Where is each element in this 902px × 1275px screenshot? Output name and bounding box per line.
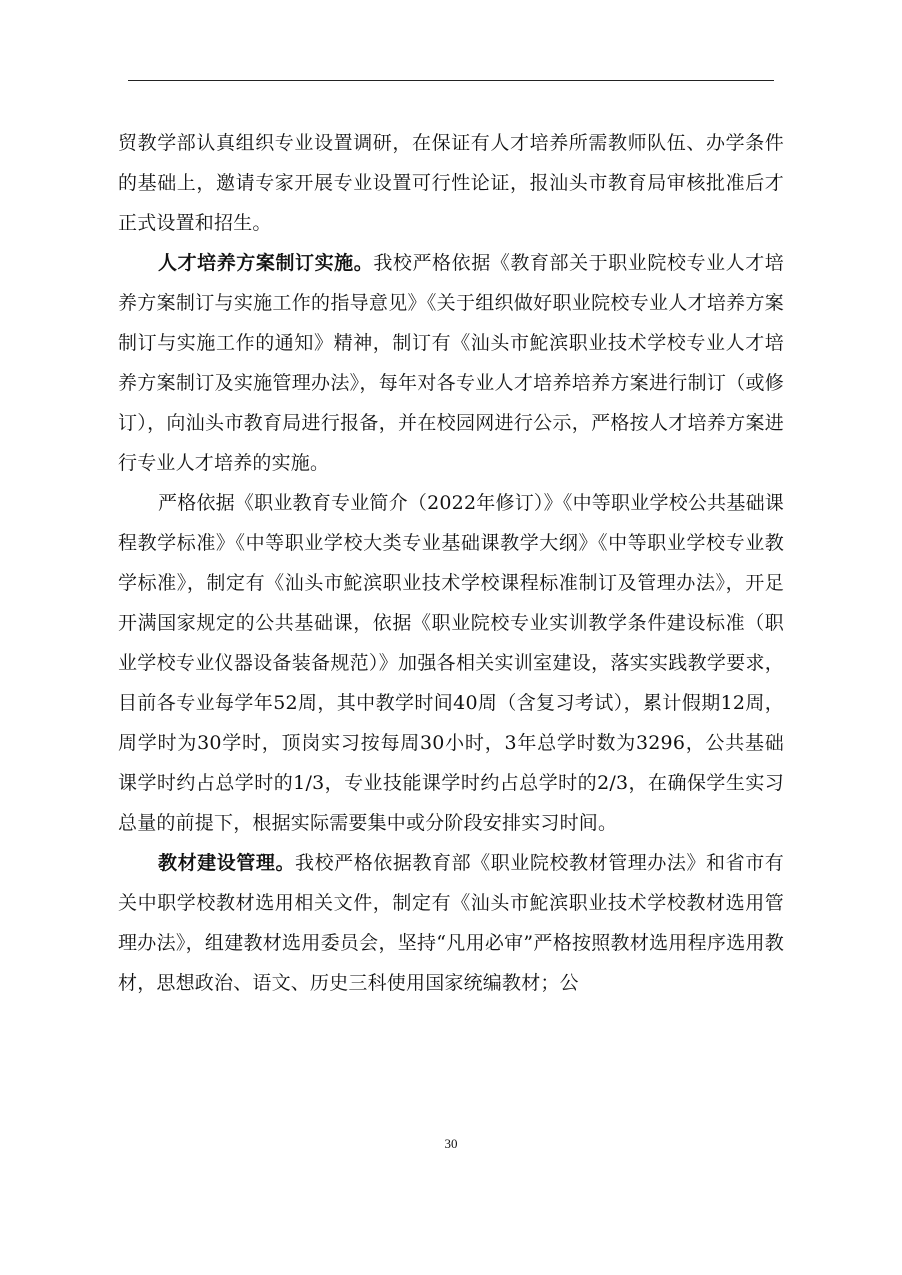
page-number: 30 [444, 1136, 458, 1151]
paragraph-textbook-management [118, 843, 784, 1003]
paragraph-text: 我校严格依据《教育部关于职业院校专业人才培养方案制订与实施工作的指导意见》《关于组织做好职业院校专业人才培养方案制订与实施工作的通知》精神，制订有《汕头市鮀滨职业技术学校专业人才培养方案制订及实施管理办法》，每年对各专业人才培养培养方案进行制订（或修订），向汕头市教育局进行报备，并在校园网进行公示，严格按人才培养方案进行专业人才培养的实施。 [118, 252, 785, 474]
paragraph-curriculum-standards [118, 483, 784, 843]
paragraph-lead-heading: 人才培养方案制订实施。 [158, 252, 374, 274]
paragraph-text: 贸教学部认真组织专业设置调研，在保证有人才培养所需教师队伍、办学条件的基础上，邀请专家开展专业设置可行性论证，报汕头市教育局审核批准后才正式设置和招生。 [118, 132, 784, 234]
paragraph-text: 我校严格依据教育部《职业院校教材管理办法》和省市有关中职学校教材选用相关文件，制定有《汕头市鮀滨职业技术学校教材选用管理办法》，组建教材选用委员会，坚持“凡用必审”严格按照教材选用程序选用教材，思想政治、语文、历史三科使用国家统编教材；公 [118, 852, 784, 994]
paragraph-lead-heading: 教材建设管理。 [158, 852, 296, 874]
document-body [118, 123, 784, 1003]
header-rule [128, 80, 774, 81]
paragraph-text: 严格依据《职业教育专业简介（2022年修订）》《中等职业学校公共基础课程教学标准》《中等职业学校大类专业基础课教学大纲》《中等职业学校专业教学标准》，制定有《汕头市鮀滨职业技术学校课程标准制订及管理办法》，开足开满国家规定的公共基础课，依据《职业院校专业实训教学条件建设标准（职业学校专业仪器设备装备规范）》加强各相关实训室建设，落实实践教学要求，目前各专业每学年52周，其中教学时间40周（含复习考试），累计假期12周，周学时为30学时，顶岗实习按每周30小时，3年总学时数为3296，公共基础课学时约占总学时的1/3，专业技能课学时约占总学时的2/3，在确保学生实习总量的前提下，根据实际需要集中或分阶段安排实习时间。 [118, 492, 784, 834]
paragraph-talent-training-plan [118, 243, 784, 483]
paragraph-continuation [118, 123, 784, 243]
